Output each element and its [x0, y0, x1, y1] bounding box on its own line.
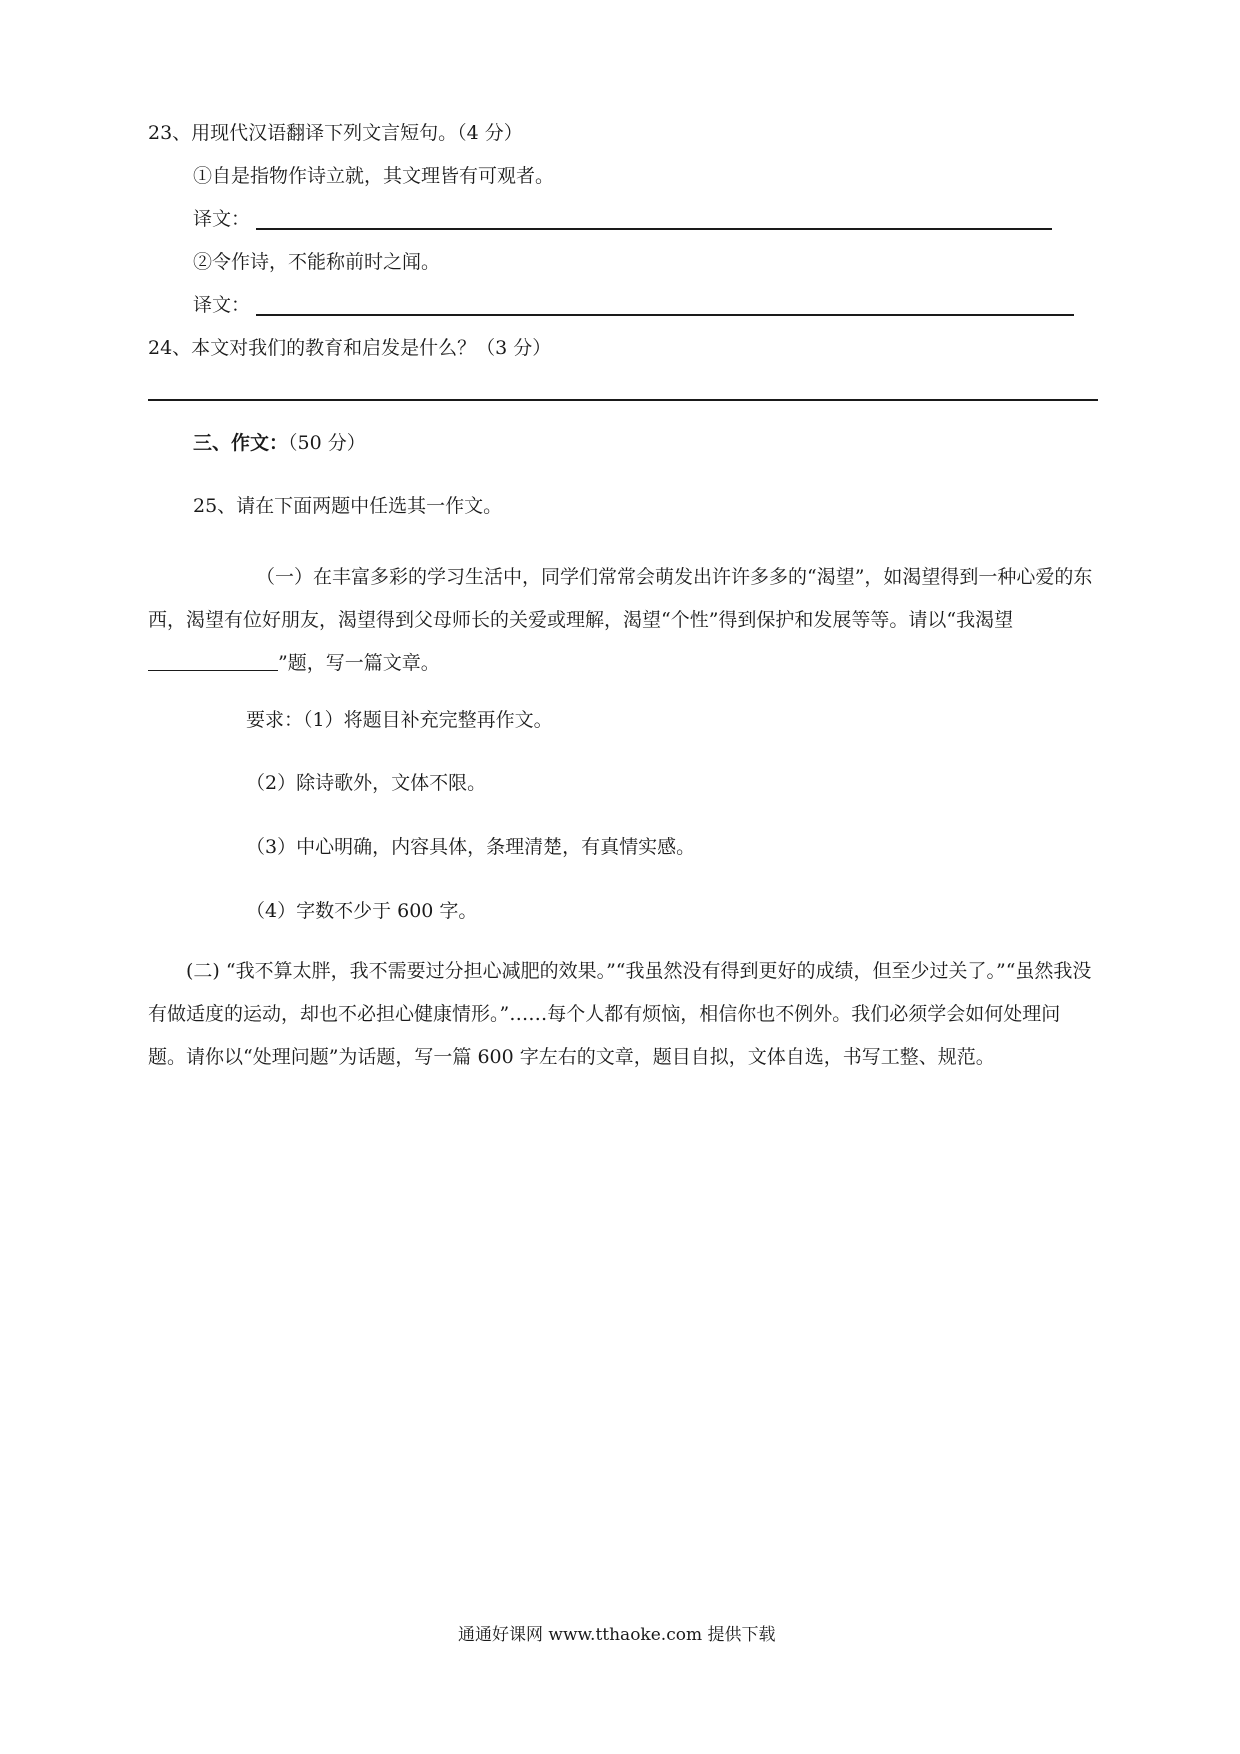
q25-option-1-text-end: ”题，写一篇文章。 [278, 652, 440, 674]
q25-requirement-3: （3）中心明确，内容具体，条理清楚，有真情实感。 [246, 836, 696, 858]
q25-option-1 [148, 556, 1098, 685]
q24-answer-line[interactable] [148, 399, 1098, 401]
section3-heading-text: 三、作文： [193, 432, 289, 454]
q25-requirement-1: 要求：（1）将题目补充完整再作文。 [246, 709, 553, 731]
q24-title: 24、本文对我们的教育和启发是什么？（3 分） [148, 337, 552, 359]
q25-title: 25、请在下面两题中任选其一作文。 [193, 495, 503, 517]
q25-requirement-2: （2）除诗歌外，文体不限。 [246, 772, 487, 794]
q23-answer-line-2[interactable] [256, 314, 1074, 316]
q25-title-blank[interactable] [148, 652, 278, 671]
section3-heading [193, 434, 366, 453]
q23-title: 23、用现代汉语翻译下列文言短句。（4 分） [148, 122, 523, 144]
q23-answer-label-2: 译文： [193, 294, 251, 316]
page-footer: 通通好课网 www.tthaoke.com 提供下载 [458, 1625, 776, 1645]
q25-option-1-text: （一）在丰富多彩的学习生活中，同学们常常会萌发出许许多多的“渴望”，如渴望得到一种心爱的东西，渴望有位好朋友，渴望得到父母师长的关爱或理解，渴望“个性”得到保护和发展等等。请以“我渴望 [148, 566, 1093, 631]
section3-points: （50 分） [288, 432, 366, 454]
q23-answer-line-1[interactable] [256, 228, 1052, 230]
q25-option-2: (二) “我不算太胖，我不需要过分担心减肥的效果。”“我虽然没有得到更好的成绩，但至少过关了。”“虽然我没有做适度的运动，却也不必担心健康情形。”……每个人都有烦恼，相信你也不例外。我们必须学会如何处理问题。请你以“处理问题”为话题，写一篇 600 字左右的文章，题目自拟，文体自选，书写工整、规范。 [148, 960, 1092, 1068]
q23-sentence-1: ①自是指物作诗立就，其文理皆有可观者。 [193, 165, 555, 187]
q25-requirement-4: （4）字数不少于 600 字。 [246, 900, 478, 922]
q23-answer-label-1: 译文： [193, 208, 251, 230]
q23-sentence-2: ②令作诗，不能称前时之闻。 [193, 251, 441, 273]
